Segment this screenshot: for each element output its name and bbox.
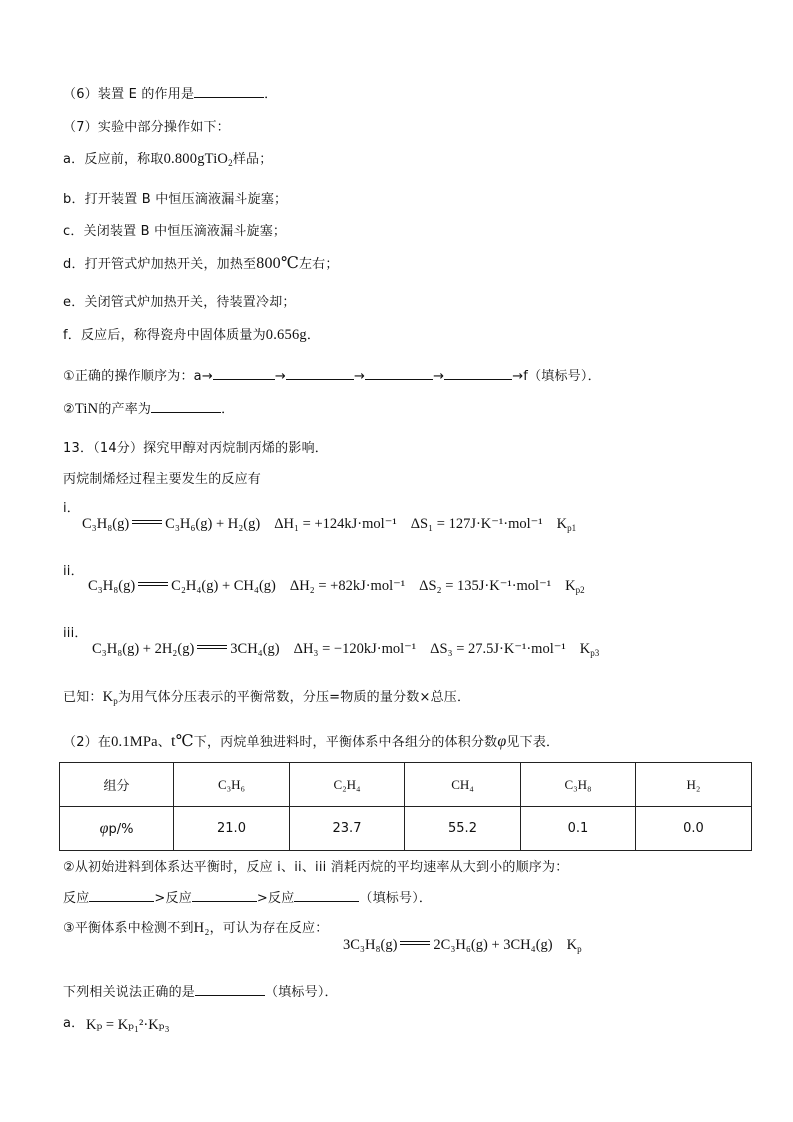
step-f-text: f．反应后，称得瓷舟中固体质量为 — [63, 328, 266, 343]
table-header-row — [60, 763, 752, 807]
step-f-end: ． — [306, 328, 321, 343]
q7-step-c: c．关闭装置 B 中恒压滴液漏斗旋塞； — [63, 224, 287, 239]
q2c-post: ，可认为存在反应： — [209, 921, 329, 936]
yield-text: 的产率为 — [98, 402, 152, 417]
reaction-ii-dh: ΔH₂ = +82kJ·mol⁻¹ — [289, 578, 406, 594]
q2d-pre: 下列相关说法正确的是 — [63, 985, 196, 1000]
arrow-icon: → — [354, 369, 366, 384]
reaction-label: 反应 — [268, 891, 295, 906]
q2-end: 见下表． — [506, 735, 560, 750]
yield-question — [63, 398, 234, 418]
reaction-i-lhs: C₃H₈(g) — [82, 516, 130, 532]
overall-reaction — [343, 937, 582, 954]
table-cell: 21.0 — [174, 807, 290, 851]
overall-k-sub: p — [577, 944, 582, 954]
q7-step-d — [63, 253, 339, 273]
reaction-i-label: i． — [63, 501, 81, 516]
option-a — [63, 1012, 84, 1031]
greater-than: > — [256, 891, 268, 906]
q13-intro: 丙烷制烯烃过程主要发生的反应有 — [63, 472, 262, 487]
q7-step-e: e．关闭管式炉加热开关，待装置冷却； — [63, 295, 296, 310]
known-text: 为用气体分压表示的平衡常数，分压=物质的量分数×总压． — [117, 690, 471, 705]
reaction-i-ds: ΔS₁ = 127J·K⁻¹·mol⁻¹ — [410, 516, 543, 532]
order-blank-3[interactable] — [365, 365, 433, 380]
reaction-iii-dh: ΔH₃ = −120kJ·mol⁻¹ — [293, 641, 417, 657]
reaction-ii-lhs: C₃H₈(g) — [88, 578, 136, 594]
tin-formula: TiN — [74, 401, 99, 417]
phi-symbol: φ — [497, 733, 507, 750]
table-header-cell: C₃H₈ — [521, 763, 636, 807]
arrow-icon: → — [274, 369, 287, 384]
q13-title: 13．（14分）探究甲醇对丙烷制丙烯的影响． — [63, 441, 328, 456]
q7-step-b: b．打开装置 B 中恒压滴液漏斗旋塞； — [63, 192, 288, 207]
overall-lhs: 3C₃H₈(g) — [343, 937, 398, 953]
table-header-cell: C₂H₄ — [290, 763, 405, 807]
table-cell: 0.0 — [636, 807, 752, 851]
step-a-end: 样品； — [232, 152, 273, 167]
yield-blank[interactable] — [151, 398, 221, 413]
q7-step-a — [63, 148, 272, 168]
option-a-label: a． — [63, 1016, 85, 1031]
q6-line — [63, 83, 277, 102]
q2b-text: ②从初始进料到体系达平衡时，反应 i、ii、iii 消耗丙烷的平均速率从大到小的顺序为： — [63, 860, 569, 875]
rate-tail: （填标号）． — [359, 891, 433, 906]
reaction-label: 反应 — [63, 891, 90, 906]
reaction-iii-lhs: C₃H₈(g) + 2H₂(g) — [92, 641, 195, 657]
step-f-mass: 0.656g — [265, 327, 307, 343]
reaction-iii-ds: ΔS₃ = 27.5J·K⁻¹·mol⁻¹ — [430, 641, 566, 657]
reaction-ii-ds: ΔS₂ = 135J·K⁻¹·mol⁻¹ — [419, 578, 552, 594]
q2d-blank[interactable] — [195, 981, 265, 996]
rate-blank-1[interactable] — [89, 887, 154, 902]
reaction-i-dh: ΔH₁ = +124kJ·mol⁻¹ — [274, 516, 397, 532]
reaction-iii-rhs: 3CH₄(g) — [230, 641, 280, 657]
known-note — [63, 686, 470, 706]
table-row-label — [60, 807, 174, 851]
q2d-post: （填标号）． — [265, 985, 338, 1000]
q2-pre: （2）在 — [63, 735, 112, 750]
rate-blank-3[interactable] — [294, 887, 359, 902]
q2c-text — [63, 917, 328, 937]
equilibrium-sign — [138, 582, 168, 586]
q7-intro: （7）实验中部分操作如下： — [63, 120, 230, 135]
step-a-text: a．反应前，称取 — [63, 152, 164, 167]
equilibrium-sign — [400, 941, 430, 945]
overall-k: K — [566, 937, 578, 953]
table-header-cell: C₃H₆ — [174, 763, 290, 807]
q2-sep: 、 — [157, 735, 171, 750]
phi-symbol: φ — [99, 819, 109, 837]
step-d-text: d．打开管式炉加热开关，加热至 — [63, 257, 257, 272]
q2-temp: t℃ — [171, 733, 194, 750]
q6-end: ． — [264, 87, 278, 102]
reaction-ii — [88, 578, 585, 595]
known-label: 已知： — [63, 690, 103, 705]
composition-table — [59, 762, 752, 851]
step-d-temp: 800℃ — [256, 255, 299, 272]
order-text: ①正确的操作顺序为：a→ — [63, 369, 213, 384]
h2-formula: H₂ — [193, 920, 210, 936]
order-end: →f（填标号）． — [512, 369, 601, 384]
reaction-iii — [92, 641, 599, 658]
reaction-ii-k: K — [565, 578, 576, 594]
table-header-label: 组分 — [60, 763, 174, 807]
q6-text: （6）装置 E 的作用是 — [63, 87, 195, 102]
table-cell: 23.7 — [290, 807, 405, 851]
tio2-subscript: 2 — [228, 158, 233, 168]
overall-rhs: 2C₃H₆(g) + 3CH₄(g) — [433, 937, 553, 953]
q2c-pre: ③平衡体系中检测不到 — [63, 921, 194, 936]
equilibrium-sign — [132, 520, 162, 524]
reaction-i-k: K — [556, 516, 568, 532]
q2-intro — [63, 731, 559, 751]
row-label-text: p/% — [108, 821, 134, 837]
yield-index: ② — [63, 402, 75, 417]
reaction-iii-k-sub: p3 — [590, 648, 600, 658]
order-blank-4[interactable] — [444, 365, 512, 380]
q6-answer-blank[interactable] — [194, 83, 264, 98]
tio2-formula: TiO — [204, 151, 229, 167]
table-cell: 55.2 — [405, 807, 521, 851]
reaction-label: 反应 — [165, 891, 192, 906]
table-cell: 0.1 — [521, 807, 636, 851]
reaction-ii-label: ii． — [63, 564, 84, 579]
reaction-i-rhs: C₃H₆(g) + H₂(g) — [165, 516, 261, 532]
table-header-cell: CH₄ — [405, 763, 521, 807]
arrow-icon: → — [433, 369, 445, 384]
table-row — [60, 807, 752, 851]
reaction-ii-k-sub: p2 — [575, 585, 585, 595]
q7-step-f — [63, 324, 320, 344]
order-blank-1[interactable] — [213, 365, 275, 380]
step-d-end: 左右； — [298, 257, 339, 272]
q2-text: 下，丙烷单独进料时，平衡体系中各组分的体积分数 — [193, 735, 498, 750]
rate-blank-2[interactable] — [192, 887, 257, 902]
kp-symbol: K — [102, 689, 114, 705]
yield-end: ． — [221, 402, 235, 417]
q2d-text — [63, 981, 338, 1000]
order-blank-2[interactable] — [286, 365, 354, 380]
equilibrium-sign — [197, 645, 227, 649]
table-header-cell: H₂ — [636, 763, 752, 807]
reaction-i — [82, 516, 576, 533]
step-a-mass: 0.800g — [163, 151, 205, 167]
option-a-expr: Kₚ = Kₚ₁²·Kₚ₃ — [86, 1017, 170, 1033]
q2-pressure: 0.1MPa — [111, 734, 158, 750]
reaction-iii-k: K — [579, 641, 591, 657]
reaction-iii-label: iii． — [63, 626, 88, 641]
greater-than: > — [154, 891, 166, 906]
reaction-i-k-sub: p1 — [567, 523, 577, 533]
order-question — [63, 365, 601, 384]
kp-sub: p — [113, 696, 118, 706]
reaction-ii-rhs: C₂H₄(g) + CH₄(g) — [171, 578, 276, 594]
q2b-answer — [63, 887, 432, 906]
